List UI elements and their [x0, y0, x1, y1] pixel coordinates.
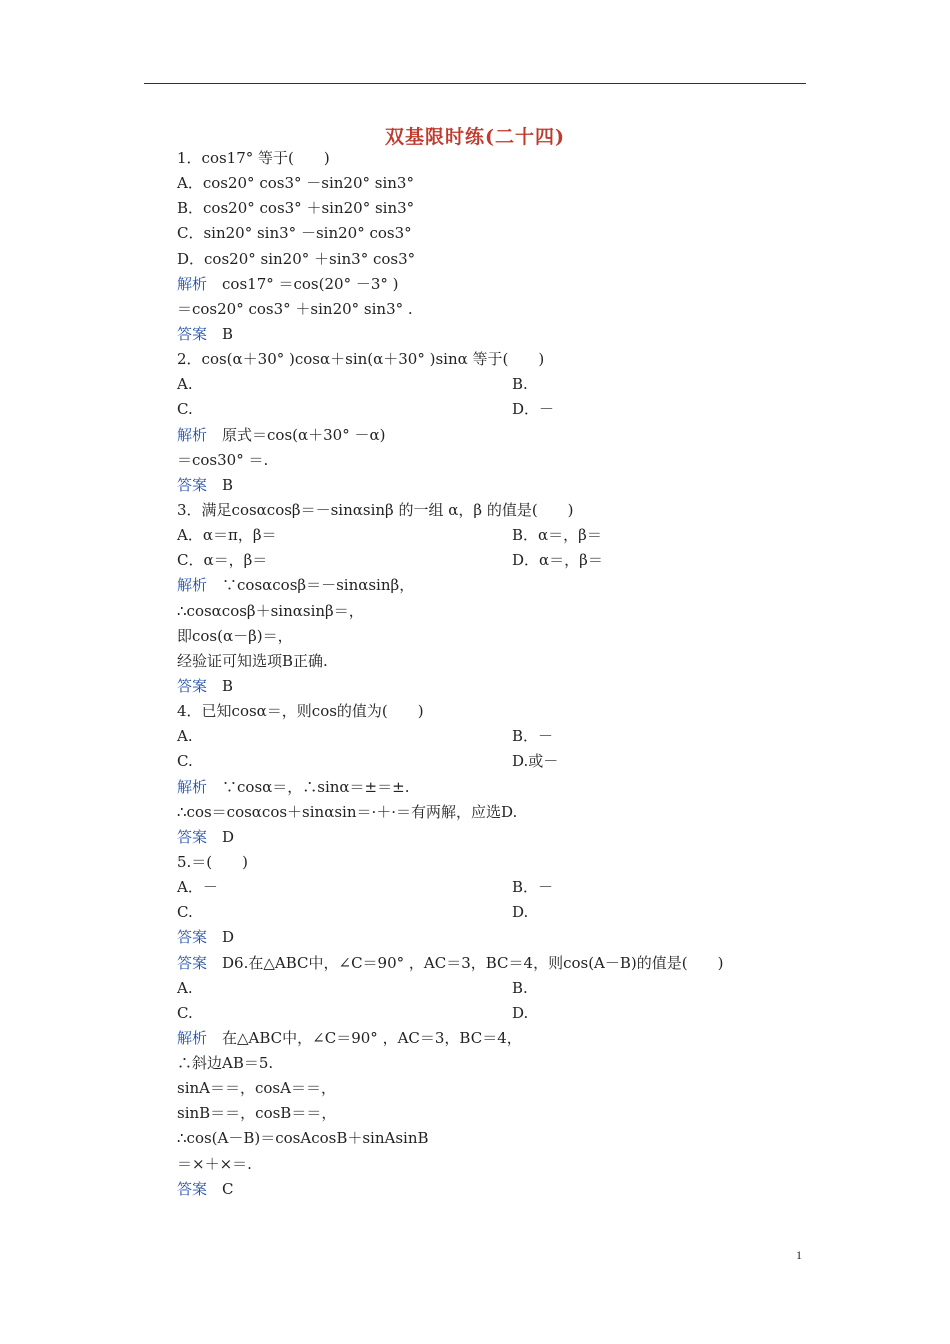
options-line [177, 523, 797, 548]
line-text: ∴斜边AB＝5. [177, 1054, 274, 1073]
line-text: B [207, 475, 234, 494]
option-right: D．α＝，β＝ [512, 551, 603, 570]
text-line [177, 1126, 797, 1151]
option-right: B．－ [512, 878, 554, 897]
analysis-label: 解析 [177, 274, 208, 293]
line-text: ∵cosαcosβ＝－sinαsinβ， [207, 576, 415, 595]
option-right: B. [512, 978, 528, 997]
option-left: C．α＝，β＝ [177, 551, 268, 570]
text-line [177, 347, 797, 372]
text-line [177, 473, 797, 498]
line-text: B [207, 676, 234, 695]
text-line [177, 1101, 797, 1126]
page-number: 1 [796, 1248, 802, 1262]
answer-label: 答案 [177, 953, 208, 972]
answer-label: 答案 [177, 1179, 208, 1198]
option-right: B．α＝，β＝ [512, 526, 602, 545]
text-line [177, 423, 797, 448]
text-line [177, 1051, 797, 1076]
options-line [177, 372, 797, 397]
options-line [177, 749, 797, 774]
text-line [177, 825, 797, 850]
line-text: C [207, 1179, 234, 1198]
option-left: A．α＝π，β＝ [177, 526, 277, 545]
text-line [177, 951, 797, 976]
text-line [177, 196, 797, 221]
answer-label: 答案 [177, 827, 208, 846]
text-line [177, 272, 797, 297]
option-left: C. [177, 752, 193, 771]
option-left: C. [177, 1003, 193, 1022]
text-line [177, 699, 797, 724]
option-left: C. [177, 400, 193, 419]
line-text: D [207, 827, 235, 846]
line-text: B．cos20° cos3° ＋sin20° sin3° [177, 199, 415, 218]
options-line [177, 900, 797, 925]
option-right: B．－ [512, 727, 554, 746]
line-text: ＝×＋×＝. [177, 1154, 252, 1173]
line-text: ＝cos20° cos3° ＋sin20° sin3° . [177, 299, 413, 318]
text-line [177, 1177, 797, 1202]
option-left: A. [177, 978, 193, 997]
text-line [177, 1152, 797, 1177]
line-text: ∴cosαcosβ＋sinαsinβ＝， [177, 601, 364, 620]
analysis-label: 解析 [177, 1028, 208, 1047]
analysis-label: 解析 [177, 425, 208, 444]
options-line [177, 548, 797, 573]
options-line [177, 724, 797, 749]
text-line [177, 221, 797, 246]
line-text: ∴cos(A－B)＝cosAcosB＋sinAsinB [177, 1129, 429, 1148]
analysis-label: 解析 [177, 576, 208, 595]
options-line [177, 875, 797, 900]
line-text: sinA＝＝，cosA＝＝， [177, 1079, 336, 1098]
line-text: B [207, 324, 234, 343]
text-line [177, 322, 797, 347]
text-line [177, 850, 797, 875]
line-text: sinB＝＝，cosB＝＝， [177, 1104, 337, 1123]
option-right: D. [512, 1003, 529, 1022]
text-line [177, 674, 797, 699]
option-right: D．－ [512, 400, 555, 419]
document-body [177, 146, 797, 1202]
answer-label: 答案 [177, 475, 208, 494]
line-text: D6.在△ABC中，∠C＝90° ，AC＝3，BC＝4，则cos(A－B)的值是( ) [207, 953, 724, 972]
text-line [177, 1026, 797, 1051]
option-left: A．－ [177, 878, 218, 897]
option-right: D.或－ [512, 752, 559, 771]
line-text: A．cos20° cos3° －sin20° sin3° [177, 174, 414, 193]
text-line [177, 925, 797, 950]
line-text: D．cos20° sin20° ＋sin3° cos3° [177, 249, 416, 268]
text-line [177, 247, 797, 272]
line-text: D [207, 928, 235, 947]
line-text: C．sin20° sin3° －sin20° cos3° [177, 224, 412, 243]
page-title: 双基限时练(二十四) [385, 126, 565, 148]
line-text: 在△ABC中，∠C＝90° ，AC＝3，BC＝4， [207, 1028, 522, 1047]
answer-label: 答案 [177, 324, 208, 343]
line-text: 原式＝cos(α＋30° －α) [207, 425, 386, 444]
option-left: A. [177, 727, 193, 746]
text-line [177, 171, 797, 196]
line-text: ∴cos＝cosαcos＋sinαsin＝·＋·＝有两解，应选D. [177, 802, 518, 821]
line-text: 3．满足cosαcosβ＝－sinαsinβ 的一组 α，β 的值是( ) [177, 500, 574, 519]
line-text: ∵cosα＝，∴sinα＝±＝±. [207, 777, 410, 796]
text-line [177, 498, 797, 523]
options-line [177, 976, 797, 1001]
text-line [177, 800, 797, 825]
header-rule [144, 83, 806, 84]
line-text: 5.＝( ) [177, 852, 249, 871]
line-text: 4．已知cosα＝，则cos的值为( ) [177, 702, 424, 721]
text-line [177, 448, 797, 473]
text-line [177, 297, 797, 322]
analysis-label: 解析 [177, 777, 208, 796]
options-line [177, 397, 797, 422]
option-right: B. [512, 375, 528, 394]
text-line [177, 649, 797, 674]
text-line [177, 1076, 797, 1101]
answer-label: 答案 [177, 676, 208, 695]
line-text: ＝cos30° ＝. [177, 450, 269, 469]
answer-label: 答案 [177, 928, 208, 947]
option-left: C. [177, 903, 193, 922]
line-text: cos17° ＝cos(20° －3° ) [207, 274, 399, 293]
text-line [177, 599, 797, 624]
text-line [177, 775, 797, 800]
line-text: 2．cos(α＋30° )cosα＋sin(α＋30° )sinα 等于( ) [177, 350, 545, 369]
option-left: A. [177, 375, 193, 394]
line-text: 经验证可知选项B正确. [177, 651, 328, 670]
line-text: 即cos(α－β)＝， [177, 626, 293, 645]
text-line [177, 573, 797, 598]
text-line [177, 146, 797, 171]
options-line [177, 1001, 797, 1026]
text-line [177, 624, 797, 649]
line-text: 1．cos17° 等于( ) [177, 149, 330, 167]
option-right: D. [512, 903, 529, 922]
